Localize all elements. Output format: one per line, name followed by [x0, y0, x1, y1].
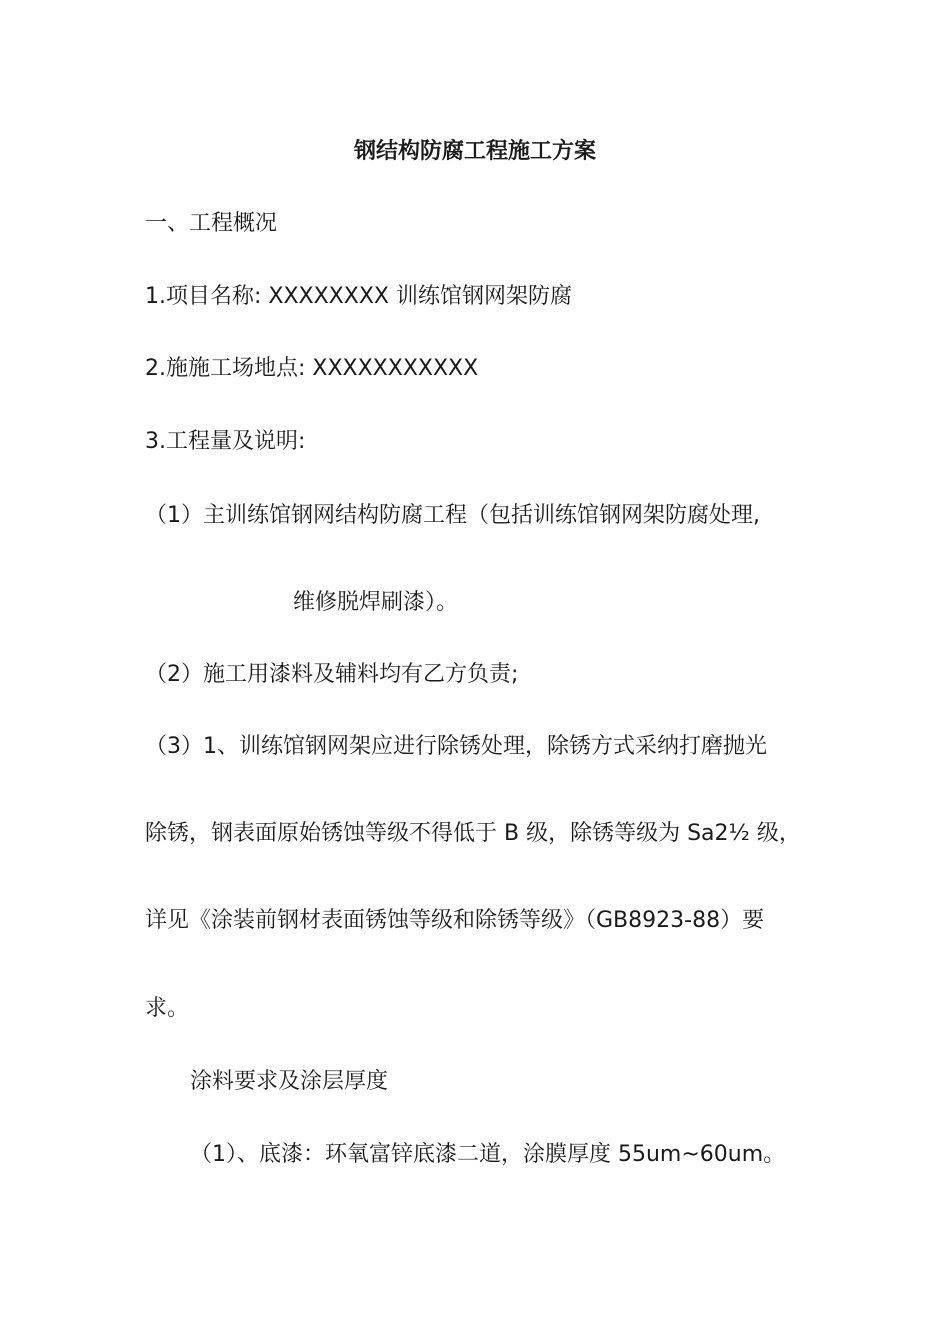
scope-item-2: （2）施工用漆料及辅料均有乙方负责;	[145, 662, 519, 687]
coating-item-primer: （1）、底漆：环氧富锌底漆二道，涂膜厚度 55um~60um。	[190, 1142, 786, 1167]
scope-item-3-line-2: 除锈，钢表面原始锈蚀等级不得低于 B 级，除锈等级为 Sa2½ 级，	[145, 821, 801, 846]
section-heading-overview: 一、工程概况	[145, 211, 278, 236]
project-name-line: 1.项目名称: XXXXXXXX 训练馆钢网架防腐	[145, 284, 572, 309]
scope-item-3-line-1: （3）1、训练馆钢网架应进行除锈处理，除锈方式采纳打磨抛光	[145, 734, 767, 759]
document-title: 钢结构防腐工程施工方案	[353, 139, 596, 164]
scope-item-3-line-4: 求。	[145, 996, 190, 1021]
site-location-line: 2.施施工场地点: XXXXXXXXXXX	[145, 356, 479, 381]
scope-item-3-line-3: 详见《涂装前钢材表面锈蚀等级和除锈等级》（GB8923-88）要	[145, 908, 765, 933]
coating-requirements-heading: 涂料要求及涂层厚度	[190, 1069, 389, 1094]
scope-item-1-line-2: 维修脱焊刷漆）。	[293, 590, 459, 615]
scope-item-1-line-1: （1）主训练馆钢网结构防腐工程（包括训练馆钢网架防腐处理,	[145, 503, 760, 528]
quantity-description-heading: 3.工程量及说明:	[145, 429, 306, 454]
